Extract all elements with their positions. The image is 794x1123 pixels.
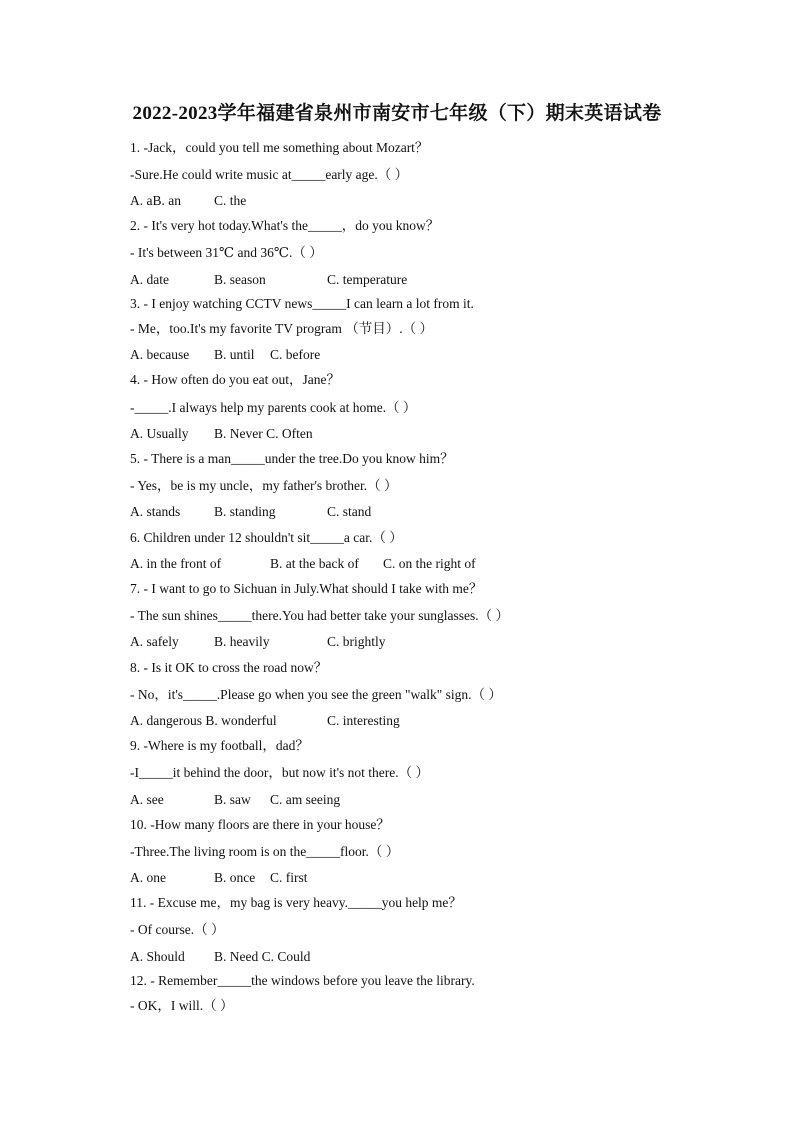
question-2-response: - It's between 31℃ and 36℃.（ ）: [130, 245, 323, 260]
question-7-response: - The sun shines_____there.You had better take your sunglasses.（ ）: [130, 608, 509, 623]
question-4-prompt: 4. - How often do you eat out，Jane？: [130, 372, 340, 387]
question-1-response: -Sure.He could write music at_____early age.（ ）: [130, 167, 409, 182]
question-7-option-a: A. safely: [130, 634, 179, 649]
question-9-option-c: C. am seeing: [270, 792, 341, 807]
question-5-option-c: C. stand: [327, 504, 372, 519]
question-12-response: - OK，I will.（ ）: [130, 998, 234, 1013]
question-11-option-bc: B. Need C. Could: [214, 949, 311, 964]
question-3-prompt: 3. - I enjoy watching CCTV news_____I can learn a lot from it.: [130, 296, 474, 311]
question-10-response: -Three.The living room is on the_____floor.（ ）: [130, 844, 400, 859]
question-6-option-b: B. at the back of: [270, 556, 359, 571]
question-9-response: -I_____it behind the door，but now it's not there.（ ）: [130, 765, 430, 780]
question-4-option-a: A. Usually: [130, 426, 189, 441]
question-12-prompt: 12. - Remember_____the windows before you leave the library.: [130, 973, 475, 988]
question-1-option-ab: A. aB. an: [130, 193, 181, 208]
question-9-option-b: B. saw: [214, 792, 251, 807]
question-10-option-a: A. one: [130, 870, 166, 885]
question-3-response: - Me，too.It's my favorite TV program （节目）.（ ）: [130, 321, 434, 336]
question-1-option-c: C. the: [214, 193, 247, 208]
question-3-option-a: A. because: [130, 347, 190, 362]
question-5-option-a: A. stands: [130, 504, 181, 519]
question-9-option-a: A. see: [130, 792, 164, 807]
exam-title: 2022-2023学年福建省泉州市南安市七年级（下）期末英语试卷: [132, 103, 662, 124]
question-3-option-c: C. before: [270, 347, 321, 362]
question-4-option-bc: B. Never C. Often: [214, 426, 313, 441]
question-5-option-b: B. standing: [214, 504, 276, 519]
question-2-option-a: A. date: [130, 272, 169, 287]
question-9-prompt: 9. -Where is my football，dad？: [130, 738, 309, 753]
question-6-option-a: A. in the front of: [130, 556, 222, 571]
question-1-prompt: 1. -Jack，could you tell me something about Mozart？: [130, 140, 429, 155]
question-2-option-b: B. season: [214, 272, 266, 287]
question-2-prompt: 2. - It's very hot today.What's the_____，do you know？: [130, 218, 440, 233]
question-11-response: - Of course.（ ）: [130, 922, 225, 937]
question-11-prompt: 11. - Excuse me，my bag is very heavy._____you help me？: [130, 895, 462, 910]
question-6-option-c: C. on the right of: [383, 556, 476, 571]
question-10-option-c: C. first: [270, 870, 308, 885]
question-10-prompt: 10. -How many floors are there in your house？: [130, 817, 390, 832]
question-8-response: - No，it's_____.Please go when you see the green "walk" sign.（ ）: [130, 687, 502, 702]
question-5-prompt: 5. - There is a man_____under the tree.Do you know him？: [130, 451, 454, 466]
question-7-option-b: B. heavily: [214, 634, 270, 649]
question-7-option-c: C. brightly: [327, 634, 386, 649]
question-3-option-b: B. until: [214, 347, 255, 362]
question-11-option-a: A. Should: [130, 949, 185, 964]
question-5-response: - Yes，be is my uncle，my father's brother.（ ）: [130, 478, 398, 493]
question-8-option-c: C. interesting: [327, 713, 400, 728]
question-2-option-c: C. temperature: [327, 272, 408, 287]
question-4-response: -_____.I always help my parents cook at home.（ ）: [130, 400, 417, 415]
question-7-prompt: 7. - I want to go to Sichuan in July.What should I take with me？: [130, 581, 483, 596]
question-8-prompt: 8. - Is it OK to cross the road now？: [130, 660, 328, 675]
question-10-option-b: B. once: [214, 870, 256, 885]
question-6-prompt: 6. Children under 12 shouldn't sit_____a car.（ ）: [130, 530, 403, 545]
question-8-option-ab: A. dangerous B. wonderful: [130, 713, 277, 728]
